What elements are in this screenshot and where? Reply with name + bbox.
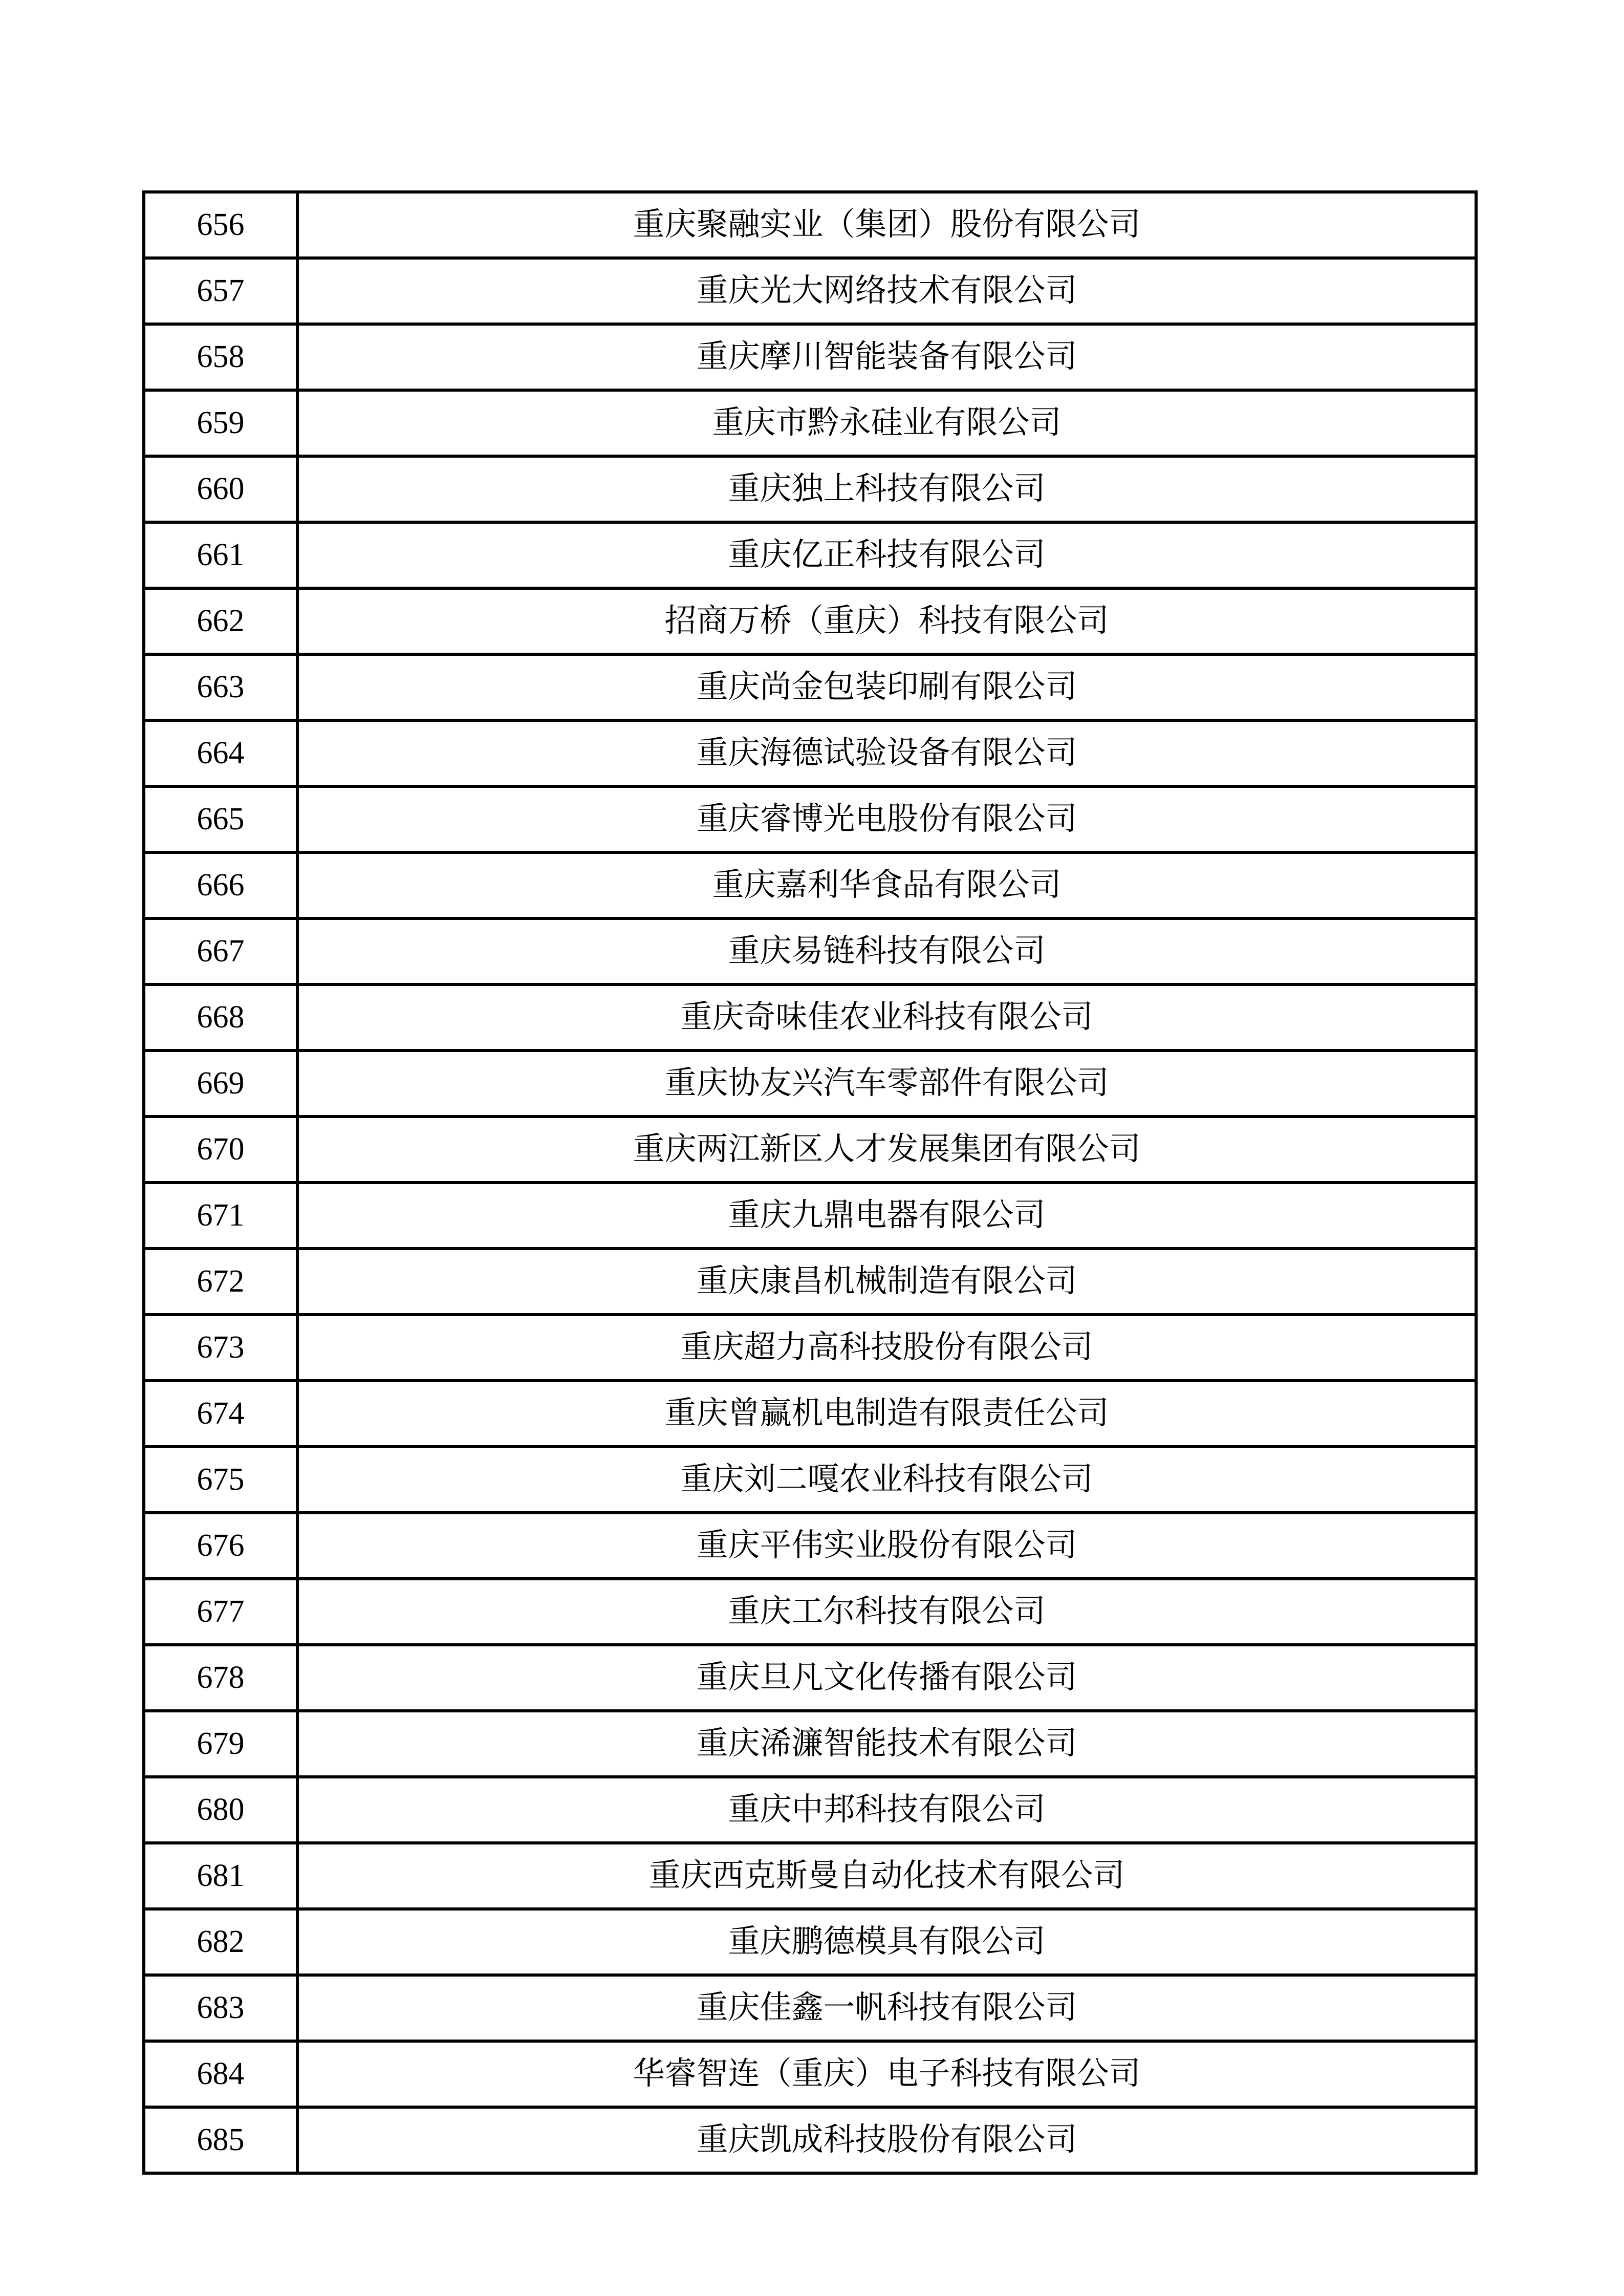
company-name: 重庆九鼎电器有限公司	[297, 1183, 1476, 1249]
row-index: 656	[144, 192, 297, 258]
table-row	[144, 522, 1476, 588]
row-index: 664	[144, 720, 297, 786]
table-row	[144, 1975, 1476, 2041]
table-row	[144, 456, 1476, 522]
table-row	[144, 1315, 1476, 1381]
row-index: 680	[144, 1777, 297, 1843]
table-row	[144, 852, 1476, 918]
company-name: 重庆鹏德模具有限公司	[297, 1909, 1476, 1975]
row-index: 657	[144, 258, 297, 324]
row-index: 685	[144, 2107, 297, 2173]
table-row	[144, 1909, 1476, 1975]
row-index: 660	[144, 456, 297, 522]
table-row	[144, 918, 1476, 984]
table-row	[144, 654, 1476, 720]
table-row	[144, 1381, 1476, 1447]
company-name: 重庆中邦科技有限公司	[297, 1777, 1476, 1843]
table-row	[144, 2107, 1476, 2173]
row-index: 683	[144, 1975, 297, 2041]
company-name: 重庆亿正科技有限公司	[297, 522, 1476, 588]
row-index: 663	[144, 654, 297, 720]
company-name: 重庆聚融实业（集团）股份有限公司	[297, 192, 1476, 258]
company-name: 重庆两江新区人才发展集团有限公司	[297, 1117, 1476, 1183]
row-index: 679	[144, 1711, 297, 1777]
table-row	[144, 1050, 1476, 1117]
company-name: 重庆独上科技有限公司	[297, 456, 1476, 522]
table-row	[144, 786, 1476, 852]
row-index: 662	[144, 588, 297, 654]
company-name: 重庆平伟实业股份有限公司	[297, 1513, 1476, 1579]
company-name: 招商万桥（重庆）科技有限公司	[297, 588, 1476, 654]
row-index: 672	[144, 1249, 297, 1315]
company-name: 重庆浠濂智能技术有限公司	[297, 1711, 1476, 1777]
row-index: 684	[144, 2041, 297, 2107]
row-index: 671	[144, 1183, 297, 1249]
row-index: 673	[144, 1315, 297, 1381]
row-index: 670	[144, 1117, 297, 1183]
row-index: 667	[144, 918, 297, 984]
row-index: 659	[144, 390, 297, 456]
company-name: 重庆康昌机械制造有限公司	[297, 1249, 1476, 1315]
company-name: 重庆西克斯曼自动化技术有限公司	[297, 1843, 1476, 1909]
company-name: 重庆超力高科技股份有限公司	[297, 1315, 1476, 1381]
table-row	[144, 1579, 1476, 1645]
company-name: 华睿智连（重庆）电子科技有限公司	[297, 2041, 1476, 2107]
table-row	[144, 1843, 1476, 1909]
company-name: 重庆奇味佳农业科技有限公司	[297, 984, 1476, 1050]
company-name: 重庆海德试验设备有限公司	[297, 720, 1476, 786]
table-row	[144, 1117, 1476, 1183]
company-name: 重庆易链科技有限公司	[297, 918, 1476, 984]
table-row	[144, 390, 1476, 456]
company-name: 重庆协友兴汽车零部件有限公司	[297, 1050, 1476, 1117]
table-row	[144, 984, 1476, 1050]
row-index: 675	[144, 1447, 297, 1513]
table-row	[144, 1249, 1476, 1315]
row-index: 674	[144, 1381, 297, 1447]
table-row	[144, 258, 1476, 324]
table-row	[144, 1777, 1476, 1843]
row-index: 682	[144, 1909, 297, 1975]
row-index: 677	[144, 1579, 297, 1645]
company-name: 重庆刘二嘎农业科技有限公司	[297, 1447, 1476, 1513]
company-name: 重庆佳鑫一帆科技有限公司	[297, 1975, 1476, 2041]
company-name: 重庆光大网络技术有限公司	[297, 258, 1476, 324]
table-row	[144, 720, 1476, 786]
row-index: 661	[144, 522, 297, 588]
table-row	[144, 324, 1476, 390]
row-index: 666	[144, 852, 297, 918]
table-row	[144, 1183, 1476, 1249]
company-name: 重庆嘉利华食品有限公司	[297, 852, 1476, 918]
company-name: 重庆旦凡文化传播有限公司	[297, 1645, 1476, 1711]
table-row	[144, 588, 1476, 654]
table-row	[144, 1645, 1476, 1711]
company-name: 重庆工尔科技有限公司	[297, 1579, 1476, 1645]
row-index: 669	[144, 1050, 297, 1117]
table-row	[144, 1513, 1476, 1579]
company-name: 重庆市黔永硅业有限公司	[297, 390, 1476, 456]
table-row	[144, 1447, 1476, 1513]
row-index: 658	[144, 324, 297, 390]
company-name: 重庆凯成科技股份有限公司	[297, 2107, 1476, 2173]
row-index: 681	[144, 1843, 297, 1909]
table-row	[144, 192, 1476, 258]
company-list-table	[142, 190, 1478, 2175]
table-row	[144, 1711, 1476, 1777]
row-index: 665	[144, 786, 297, 852]
company-name: 重庆摩川智能装备有限公司	[297, 324, 1476, 390]
company-name: 重庆睿博光电股份有限公司	[297, 786, 1476, 852]
row-index: 678	[144, 1645, 297, 1711]
company-name: 重庆尚金包装印刷有限公司	[297, 654, 1476, 720]
company-name: 重庆曾赢机电制造有限责任公司	[297, 1381, 1476, 1447]
table-row	[144, 2041, 1476, 2107]
row-index: 676	[144, 1513, 297, 1579]
row-index: 668	[144, 984, 297, 1050]
